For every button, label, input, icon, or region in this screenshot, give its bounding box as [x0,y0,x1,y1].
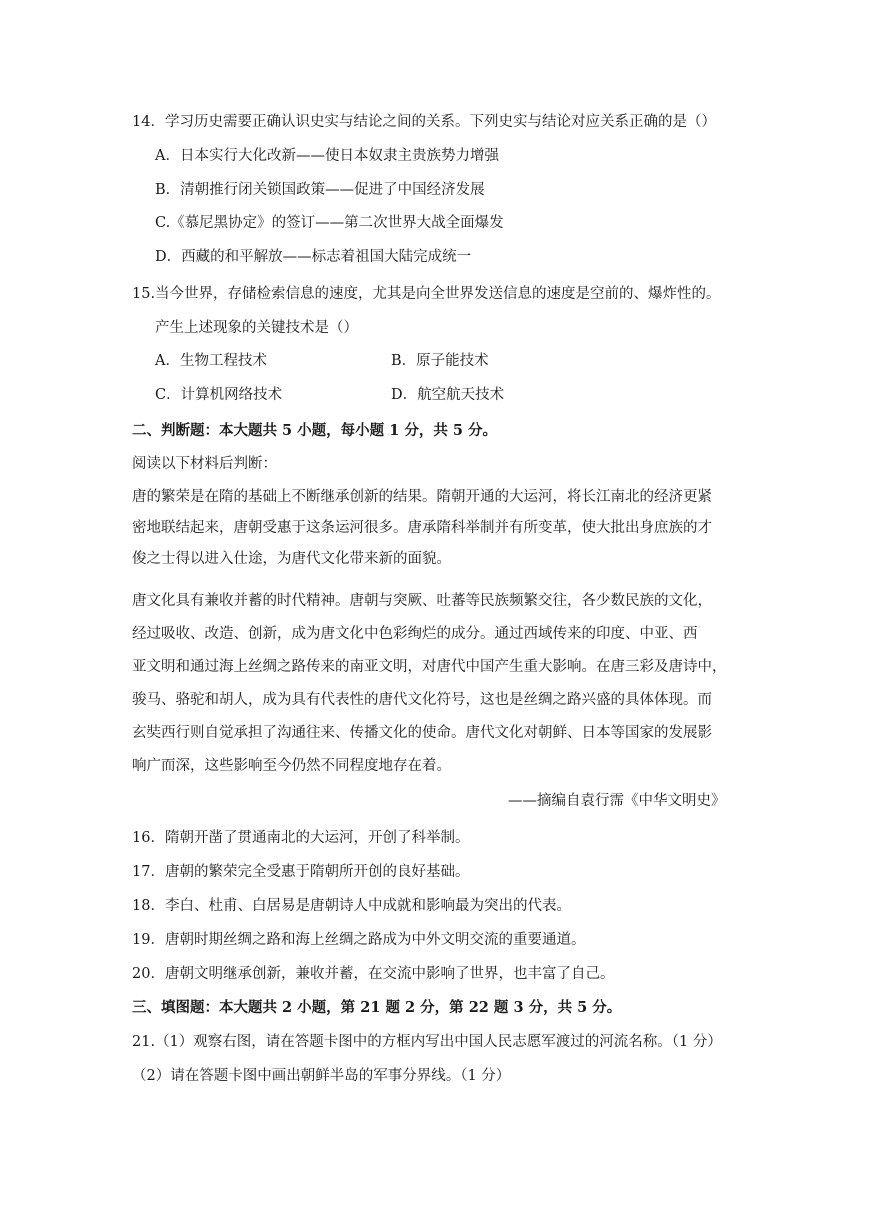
q15-option-a: A．生物工程技术 [155,353,267,369]
q14-option-c: C.《慕尼黑协定》的签订——第二次世界大战全面爆发 [155,215,504,231]
q15-option-b: B．原子能技术 [391,353,489,369]
passage-para1-line2: 密地联结起来，唐朝受惠于这条运河很多。唐承隋科举制并有所变革，使大批出身庶族的才 [132,520,712,536]
passage-para2-line4: 骏马、骆驼和胡人，成为具有代表性的唐代文化符号，这也是丝绸之路兴盛的具体体现。而 [132,692,712,708]
q21-part2: （2）请在答题卡图中画出朝鲜半岛的军事分界线。（1 分） [132,1068,511,1084]
section2-heading: 二、判断题：本大题共 5 小题，每小题 1 分，共 5 分。 [132,422,498,439]
q15-option-c: C．计算机网络技术 [155,387,283,403]
section2-intro: 阅读以下材料后判断： [132,456,277,472]
q14-option-d: D．西藏的和平解放——标志着祖国大陆完成统一 [155,249,472,265]
section3-heading: 三、填图题：本大题共 2 小题，第 21 题 2 分，第 22 题 3 分，共 5 分。 [132,999,622,1016]
statement-20: 20．唐朝文明继承创新，兼收并蓄，在交流中影响了世界，也丰富了自己。 [132,966,615,982]
statement-17: 17．唐朝的繁荣完全受惠于隋朝所开创的良好基础。 [132,864,470,880]
passage-para2-line1: 唐文化具有兼收并蓄的时代精神。唐朝与突厥、吐蕃等民族频繁交往，各少数民族的文化， [132,593,712,609]
passage-para2-line2: 经过吸收、改造、创新，成为唐文化中色彩绚烂的成分。通过西域传来的印度、中亚、西 [132,626,698,642]
passage-para1-line1: 唐的繁荣是在隋的基础上不断继承创新的结果。隋朝开通的大运河，将长江南北的经济更紧 [132,489,712,505]
passage-source: ——摘编自袁行霈《中华文明史》 [508,793,726,809]
q15-stem-line1: 15.当今世界，存储检索信息的速度，尤其是向全世界发送信息的速度是空前的、爆炸性的。 [132,286,721,302]
q15-option-d: D．航空航天技术 [391,387,505,403]
statement-16: 16．隋朝开凿了贯通南北的大运河，开创了科举制。 [132,830,470,846]
passage-para2-line3: 亚文明和通过海上丝绸之路传来的南亚文明，对唐代中国产生重大影响。在唐三彩及唐诗中， [132,659,727,675]
statement-18: 18．李白、杜甫、白居易是唐朝诗人中成就和影响最为突出的代表。 [132,898,571,914]
q15-stem-line2: 产生上述现象的关键技术是（） [155,320,358,336]
passage-para1-line3: 俊之士得以进入仕途，为唐代文化带来新的面貌。 [132,551,451,567]
q14-stem: 14．学习历史需要正确认识史实与结论之间的关系。下列史实与结论对应关系正确的是（） [132,114,716,130]
q14-option-a: A．日本实行大化改新——使日本奴隶主贵族势力增强 [155,148,499,164]
q14-option-b: B．清朝推行闭关锁国政策——促进了中国经济发展 [155,182,485,198]
passage-para2-line5: 玄奘西行则自觉承担了沟通往来、传播文化的使命。唐代文化对朝鲜、日本等国家的发展影 [132,725,712,741]
q21-part1: 21.（1）观察右图，请在答题卡图中的方框内写出中国人民志愿军渡过的河流名称。（1 分） [132,1034,722,1050]
statement-19: 19．唐朝时期丝绸之路和海上丝绸之路成为中外文明交流的重要通道。 [132,932,586,948]
passage-para2-line6: 响广而深，这些影响至今仍然不同程度地存在着。 [132,758,451,774]
